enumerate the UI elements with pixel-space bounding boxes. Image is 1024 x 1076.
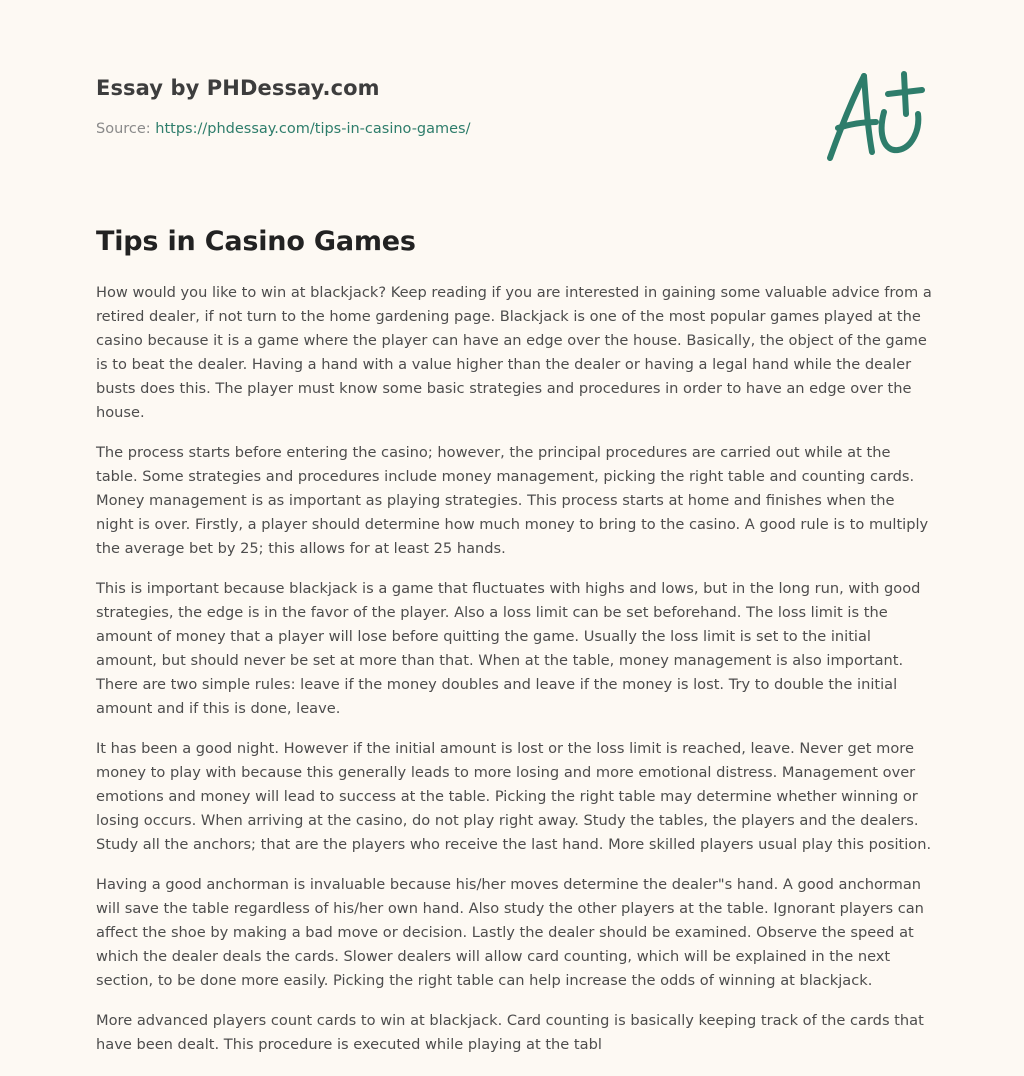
paragraph: This is important because blackjack is a game that fluctuates with highs and lows, but in the long run, with good strategies, the edge is in the favor of the player. Also a loss limit can be set beforehand. The loss limit is the amount of money that a player will lose before quitting the game. Usually the loss limit is set to the initial amount, but should never be set at more than that. When at the table, money management is also important. There are two simple rules: leave if the money doubles and leave if the money is lost. Try to double the initial amount and if this is done, leave. — [96, 580, 921, 717]
essay-header — [96, 76, 696, 137]
paragraph: Having a good anchorman is invaluable because his/her moves determine the dealer"s hand. A good anchorman will save the table regardless of his/her own hand. Also study the other players at the table. Ignorant players can affect the shoe by making a bad move or decision. Lastly the dealer should be examined. Observe the speed at which the dealer deals the cards. Slower dealers will allow card counting, which will be explained in the next section, to be done more easily. Picking the right table can help increase the odds of winning at blackjack. — [96, 876, 924, 989]
source-link[interactable]: https://phdessay.com/tips-in-casino-games/ — [155, 121, 471, 137]
brand-title: Essay by PHDessay.com — [96, 76, 380, 100]
source-label: Source: — [96, 121, 156, 137]
paragraph: How would you like to win at blackjack? Keep reading if you are interested in gaining some valuable advice from a retired dealer, if not turn to the home gardening page. Blackjack is one of the most popular games played at the casino because it is a game where the player can have an edge over the house. Basically, the object of the game is to beat the dealer. Having a hand with a value higher than the dealer or having a legal hand while the dealer busts does this. The player must know some basic strategies and procedures in order to have an edge over the house. — [96, 284, 932, 421]
article — [96, 226, 936, 1073]
paragraph: More advanced players count cards to win at blackjack. Card counting is basically keeping track of the cards that have been dealt. This procedure is executed while playing at the tabl — [96, 1012, 924, 1053]
source-line — [96, 121, 696, 137]
paragraph: It has been a good night. However if the initial amount is lost or the loss limit is reached, leave. Never get more money to play with because this generally leads to more losing and more emotional distress. Management over emotions and money will lead to success at the table. Picking the right table may determine whether winning or losing occurs. When arriving at the casino, do not play right away. Study the tables, the players and the dealers. Study all the anchors; that are the players who receive the last hand. More skilled players usual play this position. — [96, 740, 932, 853]
page-title: Tips in Casino Games — [96, 226, 416, 257]
a-plus-logo-icon — [818, 64, 930, 168]
paragraph: The process starts before entering the casino; however, the principal procedures are carried out while at the table. Some strategies and procedures include money management, picking the right table and counting cards. Money management is as important as playing strategies. This process starts at home and finishes when the night is over. Firstly, a player should determine how much money to bring to the casino. A good rule is to multiply the average bet by 25; this allows for at least 25 hands. — [96, 444, 929, 557]
